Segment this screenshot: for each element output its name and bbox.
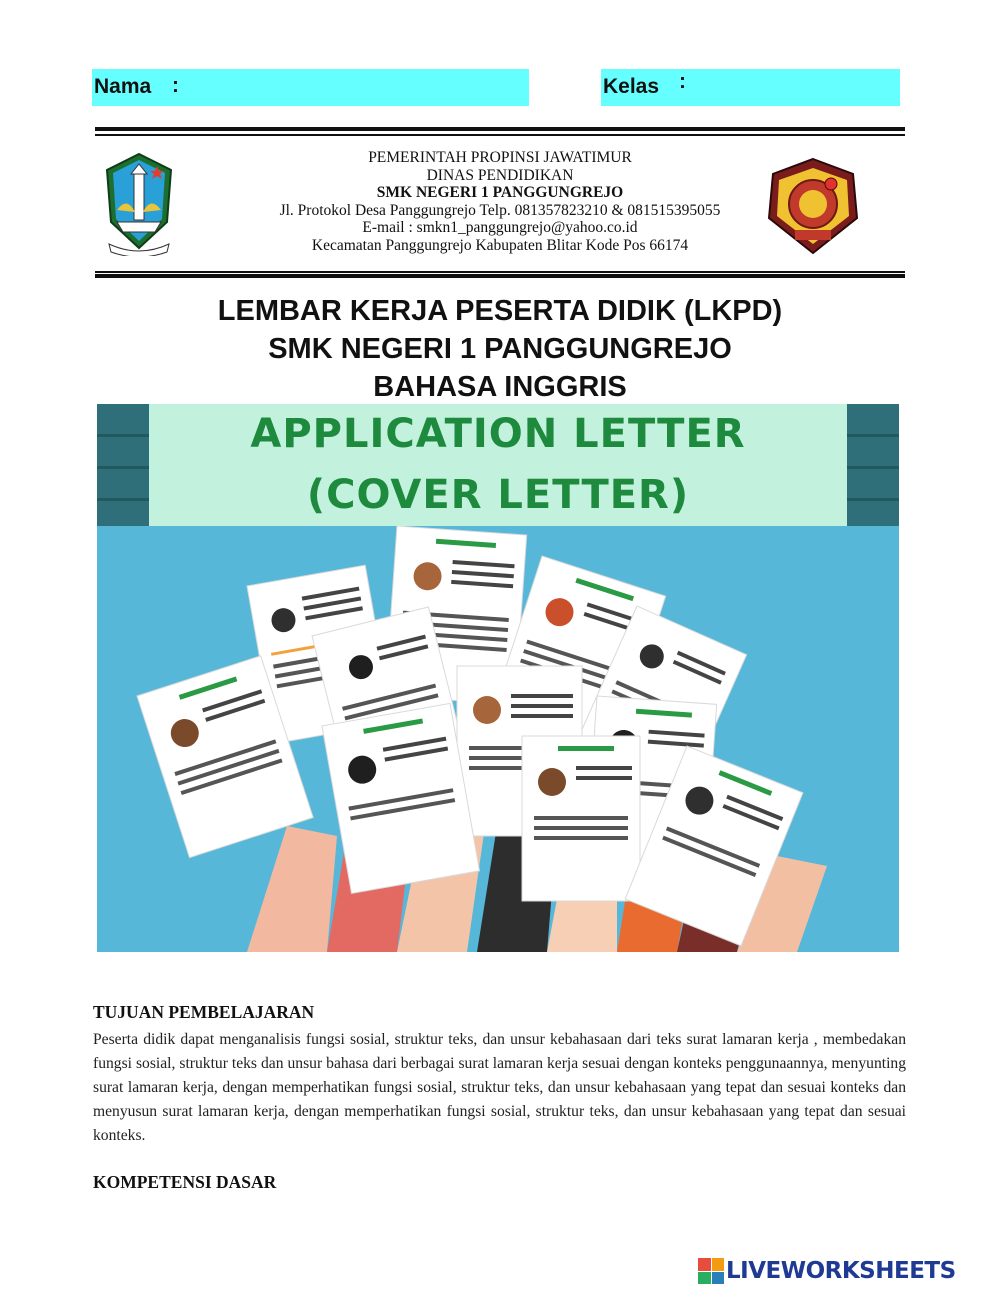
- class-input[interactable]: [699, 73, 894, 102]
- letterhead-bottom-rule-thin: [95, 271, 905, 273]
- letterhead-line-email: E-mail : smkn1_panggungrejo@yahoo.co.id: [362, 219, 638, 236]
- banner-title-line1: APPLICATION LETTER: [250, 411, 746, 457]
- letterhead-line-district: Kecamatan Panggungrejo Kabupaten Blitar Kode Pos 66174: [311, 236, 689, 254]
- banner-title: [149, 404, 847, 526]
- competency-heading: KOMPETENSI DASAR: [93, 1172, 277, 1192]
- class-field: [601, 69, 900, 106]
- class-label: Kelas: [603, 75, 660, 98]
- title-line-school: SMK NEGERI 1 PANGGUNGREJO: [268, 333, 732, 365]
- title-line-lkpd: LEMBAR KERJA PESERTA DIDIK (LKPD): [217, 295, 783, 327]
- letterhead-line-address: Jl. Protokol Desa Panggungrejo Telp. 081357823210 & 081515395055: [279, 201, 721, 219]
- class-colon: :: [679, 70, 686, 93]
- objectives-paragraph: Peserta didik dapat menganalisis fungsi sosial, struktur teks, dan unsur kebahasaan dari teks surat lamaran kerja , membedakan fungsi sosial, struktur teks dan unsur bahasa dari berbagai surat lamaran kerja sesuai dengan konteks penggunaannya, menyunting surat lamaran kerja, dengan memperhatikan fungsi sosial, struktur teks, dan unsur kebahasaan yang tepat dan sesuai konteks dan menyusun surat lamaran kerja, dengan memperhatikan fungsi sosial, struktur teks, dan unsur kebahasaan yang tepat dan sesuai konteks.: [93, 1031, 906, 1144]
- name-colon: :: [172, 74, 179, 97]
- name-input[interactable]: [192, 73, 522, 102]
- liveworksheets-watermark: [698, 1257, 956, 1285]
- title-line-subject: BAHASA INGGRIS: [373, 371, 627, 403]
- banner-title-line2: (COVER LETTER): [306, 472, 690, 518]
- east-java-province-emblem-icon: [103, 152, 175, 256]
- school-emblem-icon: [765, 156, 861, 256]
- liveworksheets-logo-icon: [698, 1258, 724, 1284]
- letterhead-bottom-rule-thick: [95, 274, 905, 278]
- name-label: Nama: [94, 75, 152, 98]
- objectives-heading: TUJUAN PEMBELAJARAN: [93, 1002, 315, 1022]
- liveworksheets-wordmark: LIVEWORKSHEETS: [726, 1258, 956, 1284]
- letterhead-top-rule-thin: [95, 134, 905, 136]
- letterhead: [95, 140, 905, 270]
- letterhead-line-government: PEMERINTAH PROPINSI JAWATIMUR: [368, 149, 632, 166]
- hands-holding-resumes-illustration: [97, 526, 899, 952]
- worksheet-title: [100, 292, 900, 406]
- name-field: [92, 69, 529, 106]
- letterhead-text: [225, 149, 775, 254]
- letterhead-line-school: SMK NEGERI 1 PANGGUNGREJO: [376, 184, 624, 201]
- letterhead-line-department: DINAS PENDIDIKAN: [426, 166, 574, 184]
- application-letter-banner: [97, 404, 899, 952]
- letterhead-top-rule-thick: [95, 127, 905, 131]
